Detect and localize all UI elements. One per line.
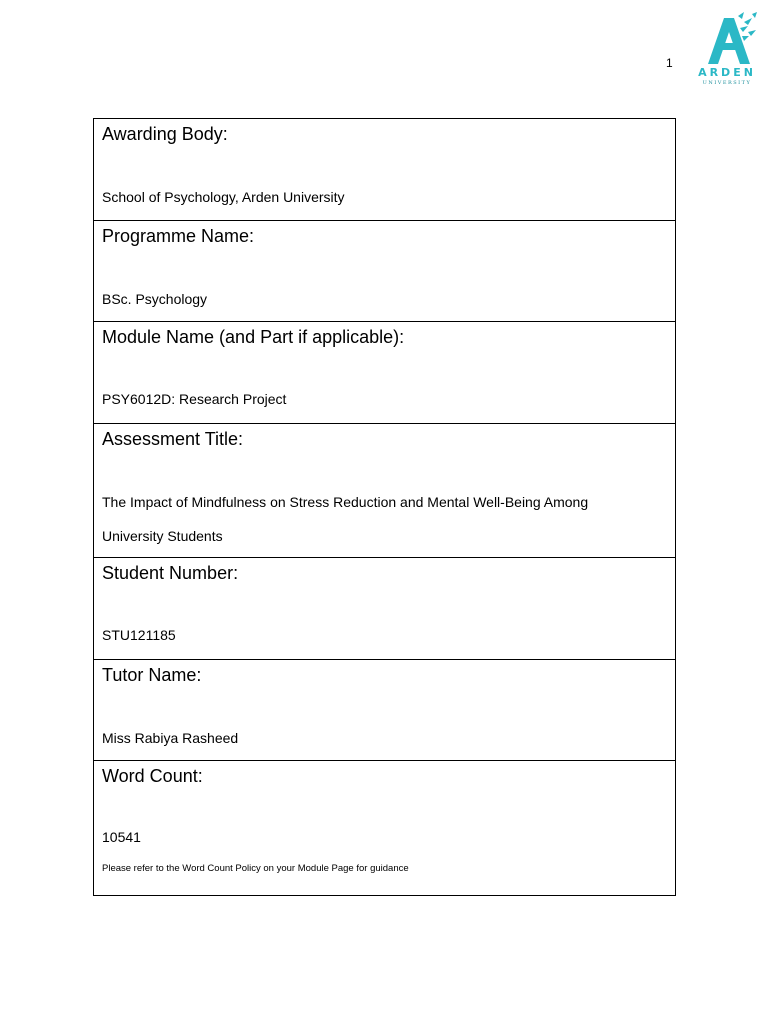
word-count-heading: Word Count: [102, 766, 203, 786]
student-number-value: STU121185 [102, 627, 176, 643]
tutor-name-value: Miss Rabiya Rasheed [102, 730, 239, 746]
word-count-section [94, 761, 675, 895]
logo-wordmark: ARDEN [698, 66, 756, 79]
assessment-title-value-line1: The Impact of Mindfulness on Stress Reduction and Mental Well-Being Among [102, 494, 589, 510]
word-count-policy-note: Please refer to the Word Count Policy on your Module Page for guidance [102, 863, 409, 874]
assessment-title-value-line2: University Students [102, 528, 223, 544]
module-name-heading: Module Name (and Part if applicable): [102, 327, 405, 347]
module-name-section [94, 322, 675, 424]
programme-name-value: BSc. Psychology [102, 291, 208, 307]
arden-logo-mark-icon [694, 10, 760, 66]
tutor-name-section [94, 660, 675, 761]
cover-sheet-table [93, 118, 676, 896]
student-number-section [94, 558, 675, 660]
awarding-body-section [94, 119, 675, 221]
logo-subtitle: UNIVERSITY [702, 80, 752, 86]
assessment-title-heading: Assessment Title: [102, 429, 244, 449]
programme-name-section [94, 221, 675, 322]
word-count-value: 10541 [102, 829, 141, 845]
student-number-heading: Student Number: [102, 563, 239, 583]
page-number: 1 [666, 56, 673, 70]
awarding-body-heading: Awarding Body: [102, 124, 228, 144]
awarding-body-value: School of Psychology, Arden University [102, 189, 345, 205]
arden-university-logo [694, 10, 760, 90]
assessment-title-section [94, 424, 675, 558]
module-name-value: PSY6012D: Research Project [102, 391, 287, 407]
tutor-name-heading: Tutor Name: [102, 665, 202, 685]
programme-name-heading: Programme Name: [102, 226, 255, 246]
